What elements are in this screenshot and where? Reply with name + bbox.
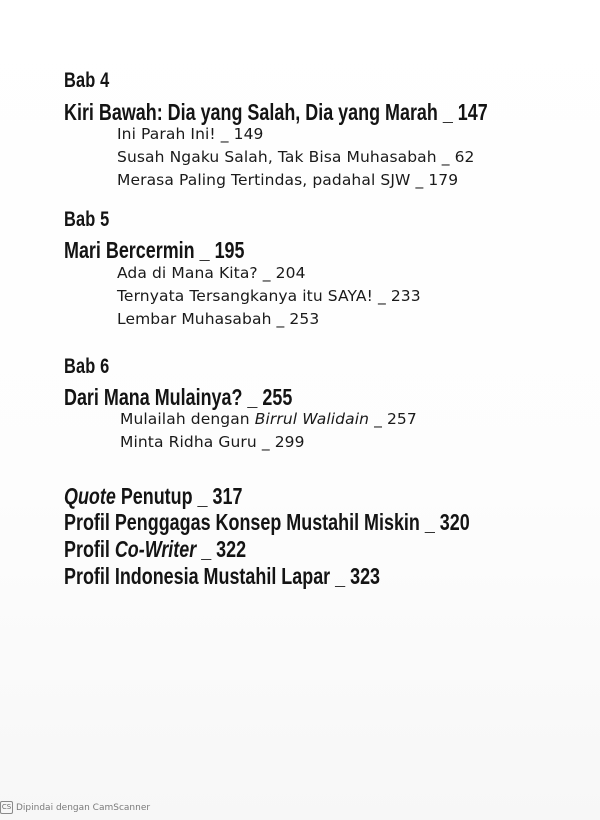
quote-penutup xyxy=(64,483,293,510)
bab4-item-2: Susah Ngaku Salah, Tak Bisa Muhasabah _ 62 xyxy=(117,148,475,166)
bab4-item-3: Merasa Paling Tertindas, padahal SJW _ 179 xyxy=(117,171,459,189)
bab5-item-2: Ternyata Tersangkanya itu SAYA! _ 233 xyxy=(117,287,421,305)
profil2-post: _ 322 xyxy=(196,536,247,562)
scanner-watermark xyxy=(0,801,150,814)
bab5-label: Bab 5 xyxy=(64,208,110,231)
bab5-item-1: Ada di Mana Kita? _ 204 xyxy=(117,264,306,282)
quote-rest: Penutup _ 317 xyxy=(115,483,243,509)
profil-co-writer xyxy=(64,536,297,563)
bab6-title: Dari Mana Mulainya? _ 255 xyxy=(64,384,293,410)
watermark-text: Dipindai dengan CamScanner xyxy=(16,802,151,813)
bab4-label: Bab 4 xyxy=(64,69,110,92)
profil2-italic: Co-Writer xyxy=(114,536,197,562)
bab6-item-2: Minta Ridha Guru _ 299 xyxy=(120,433,305,451)
bab6-item-1 xyxy=(120,410,417,428)
quote-italic: Quote xyxy=(64,483,116,509)
profil-penggagas: Profil Penggagas Konsep Mustahil Miskin _ 320 xyxy=(64,509,470,535)
profil2-pre: Profil xyxy=(64,536,115,562)
bab6-item-1-pre: Mulailah dengan xyxy=(120,410,255,428)
bab4-item-1: Ini Parah Ini! _ 149 xyxy=(117,125,264,143)
camscanner-logo-icon: CS xyxy=(0,801,13,814)
bab6-item-1-post: _ 257 xyxy=(369,410,417,428)
bab4-title: Kiri Bawah: Dia yang Salah, Dia yang Marah _ 147 xyxy=(64,99,488,125)
profil-indonesia: Profil Indonesia Mustahil Lapar _ 323 xyxy=(64,563,381,589)
bab6-item-1-italic: Birrul Walidain xyxy=(254,410,370,428)
bab5-item-3: Lembar Muhasabah _ 253 xyxy=(117,310,320,328)
bab5-title: Mari Bercermin _ 195 xyxy=(64,237,245,263)
bab6-label: Bab 6 xyxy=(64,355,110,378)
